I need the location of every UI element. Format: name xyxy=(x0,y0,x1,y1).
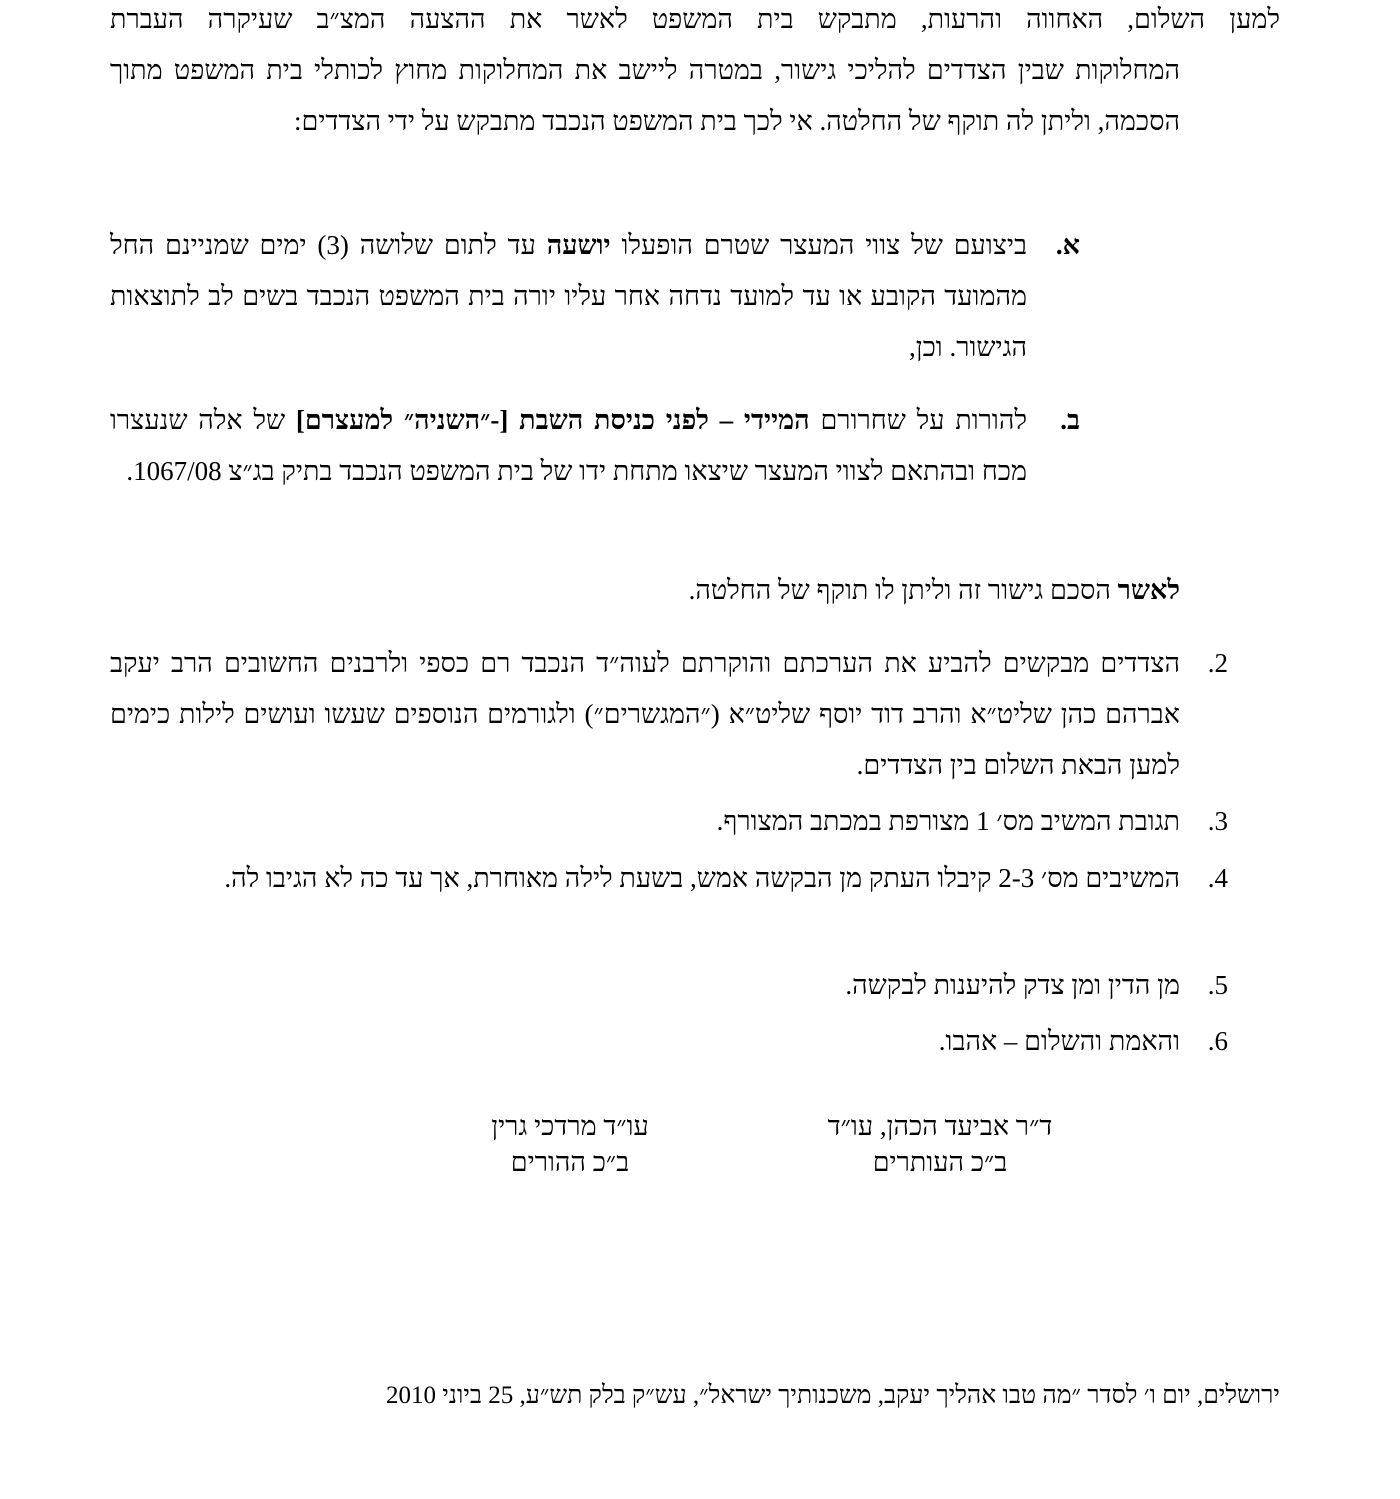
signature-role: ב״כ ההורים xyxy=(510,1147,630,1177)
sub-item-a xyxy=(110,220,1027,373)
item-number-3: 3. xyxy=(1207,806,1228,836)
numbered-item-5: מן הדין ומן צדק להיענות לבקשה. xyxy=(845,970,1180,1000)
sub-item-b xyxy=(110,395,1027,497)
signature-name: ד״ר אביעד הכהן, עו״ד xyxy=(827,1111,1053,1141)
item-number-4: 4. xyxy=(1207,863,1228,893)
numbered-item-2: הצדדים מבקשים להביע את הערכתם והוקרתם לעוה״ד הנכבד רם כספי ולרבנים החשובים הרב יעקב אברהם כהן שליט״א והרב דוד יוסף שליט״א (״המגשרים״) ולגורמים הנוספים שעשו ועושים לילות כימים למען הבאת השלום בין הצדדים. xyxy=(110,648,1180,780)
intro-paragraph: המחלוקות שבין הצדדים להליכי גישור, במטרה ליישב את המחלוקות מחוץ לכותלי בית המשפט מתוך הסכמה, וליתן לה תוקף של החלטה. אי לכך בית המשפט הנכבד מתבקש על ידי הצדדים: xyxy=(110,55,1180,136)
sub-item-b-text-2: של אלה שנעצרו מכח ובהתאם לצווי המעצר שיצאו מתחת ידו של בית המשפט הנכבד בתיק בג״צ 1067/08. xyxy=(110,405,1027,486)
numbered-item-4: המשיבים מס׳ 2-3 קיבלו העתק מן הבקשה אמש, בשעת לילה מאוחרת, אך עד כה לא הגיבו לה. xyxy=(224,863,1180,893)
item-number-6: 6. xyxy=(1207,1026,1228,1056)
sub-item-letter-a: א. xyxy=(1055,230,1080,260)
approve-text: הסכם גישור זה וליתן לו תוקף של החלטה. xyxy=(688,575,1118,605)
sub-item-a-text-2: עד לתום שלושה (3) ימים שמניינם החל מהמועד הקובע או עד למועד נדחה אחר עליו יורה בית המשפט הנכבד בשים לב לתוצאות הגישור. וכן, xyxy=(110,230,1027,362)
signature-parents xyxy=(460,1108,680,1180)
sub-item-b-text-1: להורות על שחרורם xyxy=(809,405,1027,435)
item-number-5: 5. xyxy=(1207,970,1228,1000)
signature-role: ב״כ העותרים xyxy=(872,1147,1008,1177)
date-line: ירושלים, יום ו׳ לסדר ״מה טבו אהליך יעקב, משכנותיך ישראל״, עש״ק בלק תש״ע, 25 ביוני 2010 xyxy=(386,1382,1280,1409)
sub-item-b-bold: המיידי – לפני כניסת השבת [-״השניה״ למעצרם] xyxy=(295,405,810,435)
sub-item-a-text-1: ביצועם של צווי המעצר שטרם הופעלו xyxy=(610,230,1027,260)
sub-item-letter-b: ב. xyxy=(1060,405,1080,435)
approve-line xyxy=(110,565,1180,616)
sub-item-a-bold: יושעה xyxy=(546,230,611,260)
numbered-item-3: תגובת המשיב מס׳ 1 מצורפת במכתב המצורף. xyxy=(716,806,1180,836)
intro-first-line: למען השלום, האחווה והרעות, מתבקש בית המשפט לאשר את ההצעה המצ״ב שעיקרה העברת xyxy=(110,4,1280,34)
signature-name: עו״ד מרדכי גרין xyxy=(491,1111,649,1141)
approve-bold: לאשר xyxy=(1117,575,1180,605)
numbered-item-6: והאמת והשלום – אהבו. xyxy=(938,1026,1180,1056)
signature-petitioners xyxy=(800,1108,1080,1180)
item-number-2: 2. xyxy=(1207,648,1228,678)
